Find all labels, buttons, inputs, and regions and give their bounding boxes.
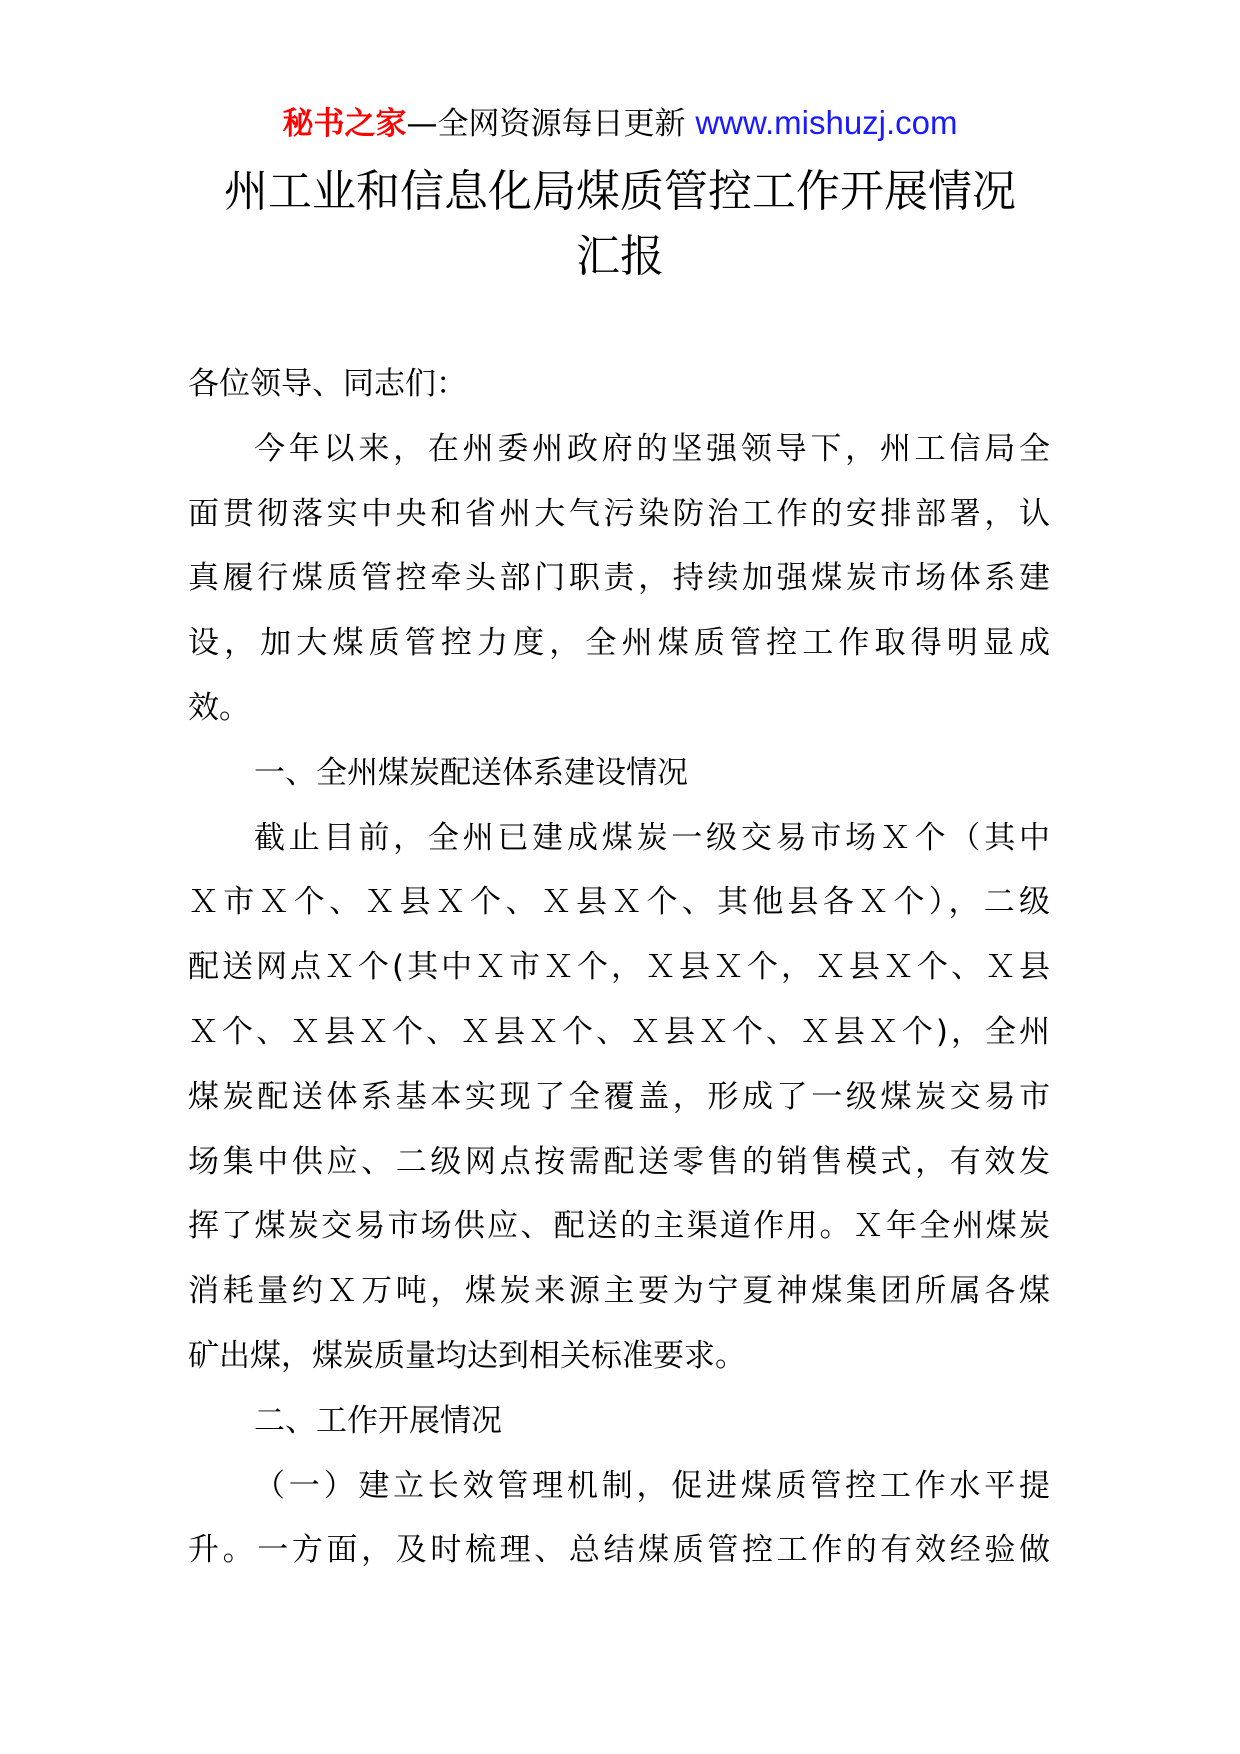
document-title-line-2: 汇报 [576, 231, 664, 282]
paragraph [188, 417, 1050, 741]
text-line: 矿出煤，煤炭质量均达到相关标准要求。 [188, 1337, 746, 1374]
text-line: 设，加大煤质管控力度，全州煤质管控工作取得明显成 [188, 625, 1050, 662]
text-line: 效。 [188, 689, 250, 726]
text-line: 升。一方面，及时梳理、总结煤质管控工作的有效经验做 [188, 1532, 1050, 1569]
document-title-line-1: 州工业和信息化局煤质管控工作开展情况 [224, 166, 1016, 217]
text-line: 一、全州煤炭配送体系建设情况 [254, 754, 688, 791]
banner-tagline: —全网资源每日更新 [406, 106, 696, 142]
section-heading [188, 741, 1050, 806]
text-line: 配送网点Ｘ个(其中Ｘ市Ｘ个，Ｘ县Ｘ个，Ｘ县Ｘ个、Ｘ县 [188, 949, 1050, 986]
document-body [188, 352, 1050, 1583]
text-line: 二、工作开展情况 [254, 1402, 502, 1439]
section-heading [188, 1389, 1050, 1454]
text-line: 真履行煤质管控牵头部门职责，持续加强煤炭市场体系建 [188, 560, 1050, 597]
text-line: 挥了煤炭交易市场供应、配送的主渠道作用。Ｘ年全州煤炭 [188, 1208, 1050, 1245]
text-line: 消耗量约Ｘ万吨，煤炭来源主要为宁夏神煤集团所属各煤 [188, 1273, 1050, 1310]
text-line: （一）建立长效管理机制，促进煤质管控工作水平提 [254, 1467, 1050, 1504]
greeting: 各位领导、同志们： [188, 366, 467, 402]
banner-url-link[interactable]: www.mishuzj.com [695, 104, 958, 141]
text-line: 截止目前，全州已建成煤炭一级交易市场Ｘ个（其中 [254, 819, 1050, 856]
text-line: Ｘ个、Ｘ县Ｘ个、Ｘ县Ｘ个、Ｘ县Ｘ个、Ｘ县Ｘ个)，全州 [188, 1013, 1050, 1050]
text-line: 煤炭配送体系基本实现了全覆盖，形成了一级煤炭交易市 [188, 1078, 1050, 1115]
text-line: Ｘ市Ｘ个、Ｘ县Ｘ个、Ｘ县Ｘ个、其他县各Ｘ个），二级 [188, 884, 1050, 921]
banner-brand: 秘书之家 [282, 106, 407, 142]
text-line: 场集中供应、二级网点按需配送零售的销售模式，有效发 [188, 1143, 1050, 1180]
text-line: 今年以来，在州委州政府的坚强领导下，州工信局全 [254, 430, 1050, 467]
paragraph [188, 1454, 1050, 1584]
site-banner [0, 100, 1240, 147]
paragraph [188, 806, 1050, 1389]
text-line: 面贯彻落实中央和省州大气污染防治工作的安排部署，认 [188, 495, 1050, 532]
